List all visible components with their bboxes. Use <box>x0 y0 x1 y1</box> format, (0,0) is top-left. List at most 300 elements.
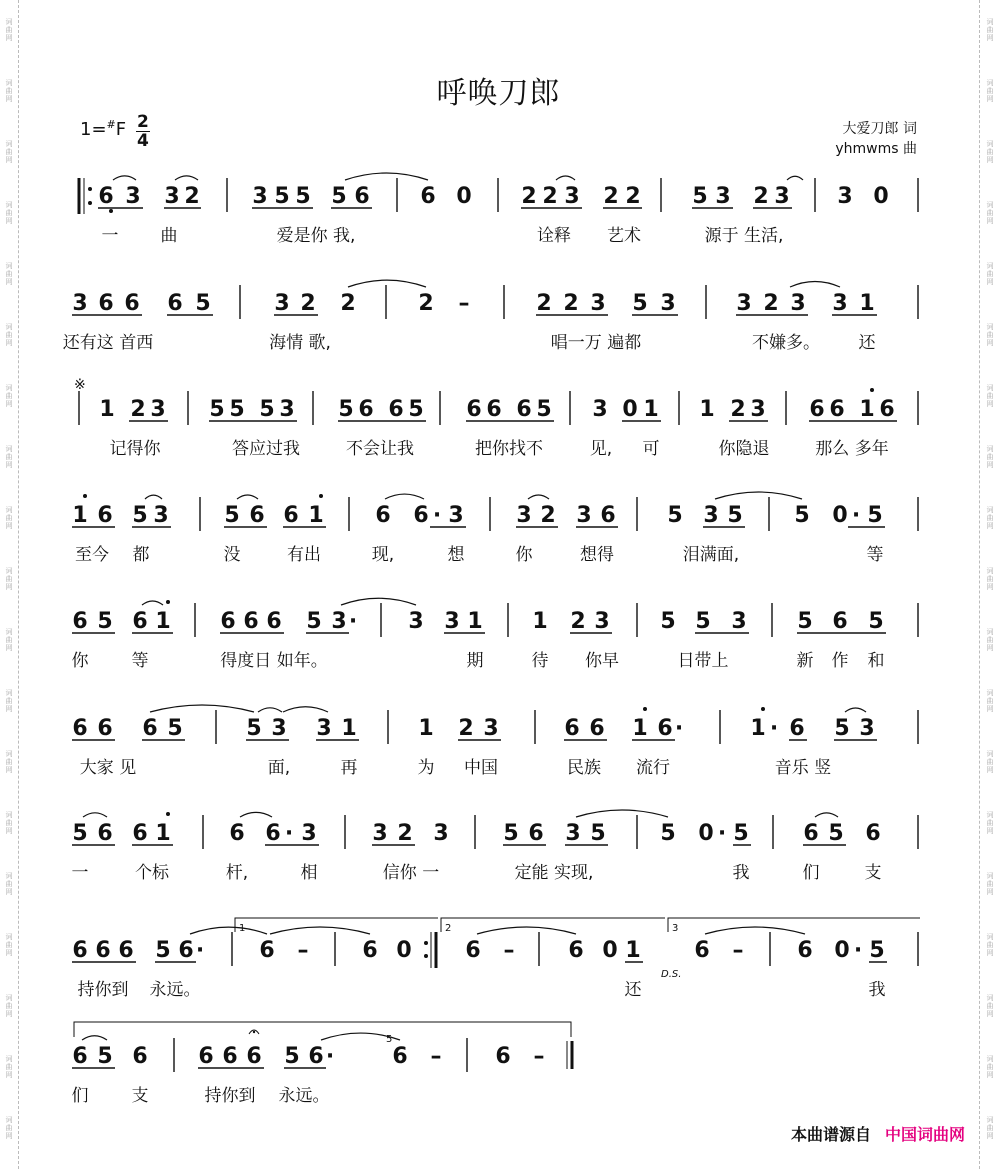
slur <box>113 176 136 180</box>
lyric: 没 <box>223 545 241 565</box>
note: 3 <box>153 503 169 528</box>
lyric: 你 <box>71 651 89 671</box>
watermark-text: 词 曲 网 <box>5 506 13 530</box>
lyric: 答应过我 <box>232 439 300 459</box>
note: 0 <box>873 184 889 209</box>
note: 3 <box>590 291 606 316</box>
note: 6 <box>265 821 281 846</box>
note: 1 <box>643 397 659 422</box>
note: 5 <box>246 716 262 741</box>
note: 3 <box>731 609 747 634</box>
note: · <box>674 716 684 741</box>
lyric: 可 <box>642 439 660 459</box>
note: 6 <box>132 1044 148 1069</box>
note: 6 <box>392 1044 408 1069</box>
note: 6 <box>564 716 580 741</box>
watermark-text: 词 曲 网 <box>5 79 13 103</box>
note: 3 <box>331 609 347 634</box>
note: 1 <box>632 716 648 741</box>
octave-dot <box>109 209 113 213</box>
note: 5 <box>590 821 606 846</box>
note: 2 <box>570 609 586 634</box>
note: 2 <box>130 397 146 422</box>
slur <box>150 705 254 712</box>
watermark-text: 词 曲 网 <box>986 1116 994 1140</box>
note: 5 <box>284 1044 300 1069</box>
note: 6 <box>229 821 245 846</box>
note: 5 <box>408 397 424 422</box>
note: 5 <box>828 821 844 846</box>
note: 0 <box>698 821 714 846</box>
lyric: 再 <box>340 758 358 778</box>
lyric: 你隐退 <box>718 439 770 459</box>
slur <box>142 601 163 605</box>
note: 5 <box>224 503 240 528</box>
lyric: 一 <box>71 863 89 883</box>
note: 6 <box>97 716 113 741</box>
note: 5 <box>209 397 225 422</box>
lyric: 我 <box>732 863 750 883</box>
lyric: 我 <box>868 980 886 1000</box>
note: 6 <box>354 184 370 209</box>
lyric: 和 <box>867 651 885 671</box>
lyric: 等 <box>866 545 884 565</box>
note: 1 <box>155 821 171 846</box>
lyric: 中国 <box>464 758 498 778</box>
lyric: 想 <box>447 545 465 565</box>
note: 2 <box>753 184 769 209</box>
note: 6 <box>132 609 148 634</box>
lyric: 永远。 <box>149 980 201 1000</box>
slur <box>385 494 424 499</box>
lyric: 有出 <box>287 545 321 565</box>
note: 6 <box>132 821 148 846</box>
note: 5 <box>797 609 813 634</box>
lyric: 持你到 <box>77 980 129 1000</box>
octave-dot <box>166 600 170 604</box>
key-signature: 1=#F <box>80 118 127 140</box>
note: 5 <box>660 609 676 634</box>
note: 3 <box>274 291 290 316</box>
note: 6 <box>178 938 194 963</box>
note: 1 <box>341 716 357 741</box>
slur <box>190 927 267 934</box>
note: 5 <box>338 397 354 422</box>
watermark-text: 词 曲 网 <box>986 872 994 896</box>
note: 3 <box>72 291 88 316</box>
note: 6 <box>142 716 158 741</box>
note: 6 <box>865 821 881 846</box>
watermark-text: 词 曲 网 <box>5 18 13 42</box>
note: 6 <box>829 397 845 422</box>
note: · <box>717 821 727 846</box>
lyric: 海情 歌, <box>269 333 331 353</box>
slur <box>715 492 802 499</box>
slur <box>83 813 107 817</box>
note: 6 <box>486 397 502 422</box>
note: 2 <box>300 291 316 316</box>
lyric: 现, <box>371 545 395 565</box>
note: 6 <box>72 716 88 741</box>
lyric: 爱是你 我, <box>276 226 356 246</box>
note: · <box>348 609 358 634</box>
note: 3 <box>408 609 424 634</box>
lyric: 音乐 竖 <box>774 758 832 778</box>
song-title: 呼唤刀郎 <box>436 76 561 111</box>
lyric: 你早 <box>585 651 619 671</box>
note: 6 <box>249 503 265 528</box>
note: 3 <box>859 716 875 741</box>
note: 6 <box>266 609 282 634</box>
lyric: 还 <box>858 333 876 353</box>
volta-2-label: 2 <box>445 923 452 934</box>
note: 5 <box>274 184 290 209</box>
note: 6 <box>528 821 544 846</box>
lyric: 个标 <box>135 863 169 883</box>
note: 5 <box>632 291 648 316</box>
note: 3 <box>372 821 388 846</box>
note: 5 <box>295 184 311 209</box>
note: 1 <box>155 609 171 634</box>
slur <box>82 1036 107 1040</box>
note: 2 <box>184 184 200 209</box>
note: 5 <box>97 1044 113 1069</box>
note: 3 <box>564 184 580 209</box>
lyric: 还有这 首西 <box>62 333 154 353</box>
watermark-text: 词 曲 网 <box>986 628 994 652</box>
lyric: 不会让我 <box>346 439 414 459</box>
note: · <box>853 938 863 963</box>
octave-dot <box>319 494 323 498</box>
note: 6 <box>568 938 584 963</box>
lyric: 待 <box>531 651 549 671</box>
lyric: 期 <box>466 651 484 671</box>
note: 6 <box>879 397 895 422</box>
note: 0 <box>456 184 472 209</box>
time-signature: 2 4 <box>137 112 149 151</box>
note: 2 <box>603 184 619 209</box>
watermark-text: 词 曲 网 <box>5 994 13 1018</box>
lyric: 民族 <box>567 758 601 778</box>
note: 3 <box>660 291 676 316</box>
note: 3 <box>750 397 766 422</box>
lyric: 还 <box>624 980 642 1000</box>
lyric: 那么 多年 <box>815 439 889 459</box>
note: · <box>769 716 779 741</box>
lyric: 支 <box>864 863 882 883</box>
lyric: 们 <box>71 1086 89 1106</box>
note: – <box>503 938 515 963</box>
note: 5 <box>503 821 519 846</box>
watermark-text: 词 曲 网 <box>986 689 994 713</box>
note: 1 <box>699 397 715 422</box>
note: 5 <box>727 503 743 528</box>
lyric: 等 <box>131 651 149 671</box>
note: 6 <box>222 1044 238 1069</box>
note: 1 <box>532 609 548 634</box>
watermark-text: 词 曲 网 <box>5 750 13 774</box>
note: 1 <box>750 716 766 741</box>
note: 1 <box>308 503 324 528</box>
note: 2 <box>340 291 356 316</box>
note: 2 <box>542 184 558 209</box>
note: 3 <box>736 291 752 316</box>
slur <box>705 927 805 934</box>
volta-3-label: 3 <box>672 923 679 934</box>
note: 2 <box>536 291 552 316</box>
note: 0 <box>622 397 638 422</box>
slur <box>790 282 840 288</box>
octave-dot <box>643 707 647 711</box>
note: 6 <box>97 821 113 846</box>
note: 1 <box>859 291 875 316</box>
note: 3 <box>252 184 268 209</box>
note: 6 <box>809 397 825 422</box>
note: 6 <box>95 938 111 963</box>
lyric: 源于 生活, <box>704 226 784 246</box>
lyric: 一 <box>101 226 119 246</box>
note: 5 <box>97 609 113 634</box>
watermark-text: 词 曲 网 <box>986 140 994 164</box>
slur <box>815 813 838 817</box>
note: 6 <box>124 291 140 316</box>
note: 3 <box>565 821 581 846</box>
note: 0 <box>396 938 412 963</box>
lyric: 至今 <box>75 545 109 565</box>
slur <box>787 176 803 180</box>
note: 6 <box>465 938 481 963</box>
note: 6 <box>832 609 848 634</box>
note: 1 <box>467 609 483 634</box>
note: 6 <box>259 938 275 963</box>
note: 6 <box>789 716 805 741</box>
note: 5 <box>695 609 711 634</box>
note: 3 <box>433 821 449 846</box>
note: 3 <box>150 397 166 422</box>
note: 3 <box>594 609 610 634</box>
note: – <box>430 1044 442 1069</box>
watermark-text: 词 曲 网 <box>5 567 13 591</box>
note: 3 <box>576 503 592 528</box>
note: 5 <box>132 503 148 528</box>
note: 1 <box>859 397 875 422</box>
octave-dot <box>166 812 170 816</box>
note: 3 <box>448 503 464 528</box>
note: · <box>851 503 861 528</box>
lyric: 艺术 <box>607 226 641 246</box>
source-site-name: 中国词曲网 <box>884 1125 965 1144</box>
lyric: 得度日 如年。 <box>220 651 328 671</box>
lyric: 你 <box>515 545 533 565</box>
watermark-text: 词 曲 网 <box>5 689 13 713</box>
slur <box>341 598 416 605</box>
note: 5 <box>536 397 552 422</box>
note: 5 <box>794 503 810 528</box>
composer-credit: yhmwms 曲 <box>835 141 917 157</box>
note: – <box>533 1044 545 1069</box>
note: 6 <box>413 503 429 528</box>
note: 6 <box>466 397 482 422</box>
watermark-text: 词 曲 网 <box>5 384 13 408</box>
octave-dot <box>870 388 874 392</box>
note: 2 <box>397 821 413 846</box>
watermark-text: 词 曲 网 <box>986 506 994 530</box>
lyric: 们 <box>802 863 820 883</box>
lyric: 把你找不 <box>475 439 543 459</box>
slur <box>270 927 370 934</box>
note: 2 <box>625 184 641 209</box>
note: 3 <box>279 397 295 422</box>
note: 0 <box>834 938 850 963</box>
note: 5 <box>692 184 708 209</box>
note: 6 <box>362 938 378 963</box>
note: 5 <box>733 821 749 846</box>
lyric: 泪满面, <box>682 545 740 565</box>
octave-dot <box>83 494 87 498</box>
source-label: 本曲谱源自 <box>790 1125 871 1144</box>
note: 3 <box>592 397 608 422</box>
note: 6 <box>803 821 819 846</box>
note: 2 <box>763 291 779 316</box>
note: 5 <box>834 716 850 741</box>
lyrics-layer <box>63 226 889 1106</box>
watermark-text: 词 曲 网 <box>5 140 13 164</box>
watermark-text: 词 曲 网 <box>986 18 994 42</box>
slur <box>528 495 549 499</box>
note: 6 <box>167 291 183 316</box>
watermark-text: 词 曲 网 <box>986 79 994 103</box>
lyric: 作 <box>831 651 849 671</box>
note: 3 <box>715 184 731 209</box>
note: 2 <box>540 503 556 528</box>
watermark-text: 词 曲 网 <box>5 201 13 225</box>
note: 5 <box>868 609 884 634</box>
note: · <box>195 938 205 963</box>
slur <box>145 495 162 499</box>
lyric: 日带上 <box>677 651 729 671</box>
note: 5 <box>867 503 883 528</box>
lyric: 定能 实现, <box>514 863 594 883</box>
note: 6 <box>283 503 299 528</box>
watermark-text: 词 曲 网 <box>5 933 13 957</box>
note: 3 <box>703 503 719 528</box>
lyric: 杆, <box>225 863 249 883</box>
note: 6 <box>358 397 374 422</box>
lyric: 相 <box>300 863 318 883</box>
note: 5 <box>195 291 211 316</box>
note: 0 <box>602 938 618 963</box>
note: 6 <box>246 1044 262 1069</box>
slur <box>283 707 328 712</box>
note: 3 <box>271 716 287 741</box>
note: 5 <box>869 938 885 963</box>
lyric: 见, <box>589 439 613 459</box>
note: 6 <box>97 503 113 528</box>
lyric: 都 <box>132 545 150 565</box>
note: 6 <box>600 503 616 528</box>
watermark-text: 词 曲 网 <box>986 994 994 1018</box>
segno-icon: ※ <box>74 377 86 393</box>
slur <box>348 280 426 287</box>
note: 6 <box>72 1044 88 1069</box>
note: 3 <box>483 716 499 741</box>
watermark-text: 词 曲 网 <box>986 201 994 225</box>
note: 5 <box>259 397 275 422</box>
watermark-text: 词 曲 网 <box>986 323 994 347</box>
note: 5 <box>167 716 183 741</box>
note: 1 <box>99 397 115 422</box>
lyric: 持你到 <box>204 1086 256 1106</box>
note: 5 <box>229 397 245 422</box>
volta-1-label: 1 <box>239 923 246 934</box>
watermark-text: 词 曲 网 <box>986 384 994 408</box>
watermark-text: 词 曲 网 <box>986 933 994 957</box>
watermark-text: 词 曲 网 <box>5 872 13 896</box>
note: 6 <box>98 184 114 209</box>
note: 2 <box>521 184 537 209</box>
slur <box>258 708 282 712</box>
watermark-text: 词 曲 网 <box>986 811 994 835</box>
slur <box>477 927 576 934</box>
note: 3 <box>301 821 317 846</box>
watermark-text: 词 曲 网 <box>5 811 13 835</box>
note: 6 <box>797 938 813 963</box>
slur <box>237 495 258 499</box>
grace-note-5: 5 <box>386 1034 393 1045</box>
lyric: 大家 见 <box>79 758 137 778</box>
note: 3 <box>837 184 853 209</box>
note: 6 <box>694 938 710 963</box>
watermark-text: 词 曲 网 <box>5 1055 13 1079</box>
note: 6 <box>118 938 134 963</box>
note: 5 <box>306 609 322 634</box>
note: 6 <box>388 397 404 422</box>
note: 3 <box>444 609 460 634</box>
slur <box>845 708 866 712</box>
slur <box>240 812 272 817</box>
note: 6 <box>220 609 236 634</box>
lyric: 流行 <box>636 758 670 778</box>
note: 1 <box>418 716 434 741</box>
note: 2 <box>730 397 746 422</box>
note: 2 <box>563 291 579 316</box>
note: 3 <box>316 716 332 741</box>
note: 3 <box>790 291 806 316</box>
lyric: 信你 一 <box>382 863 440 883</box>
note: 3 <box>832 291 848 316</box>
watermark-text: 词 曲 网 <box>986 262 994 286</box>
note: 6 <box>72 938 88 963</box>
note: 2 <box>418 291 434 316</box>
lyric: 新 <box>796 651 814 671</box>
lyric: 不嫌多。 <box>752 333 820 353</box>
note: · <box>284 821 294 846</box>
note: 3 <box>516 503 532 528</box>
lyric: 为 <box>417 758 435 778</box>
lyric: 唱一万 遍都 <box>550 333 642 353</box>
note: 3 <box>774 184 790 209</box>
note: – <box>732 938 744 963</box>
lyric: 面, <box>267 758 291 778</box>
note: 6 <box>657 716 673 741</box>
note: – <box>458 291 470 316</box>
slur <box>556 176 575 180</box>
note: 6 <box>589 716 605 741</box>
note: 6 <box>243 609 259 634</box>
note: · <box>432 503 442 528</box>
note: 6 <box>198 1044 214 1069</box>
watermark-text: 词 曲 网 <box>5 262 13 286</box>
